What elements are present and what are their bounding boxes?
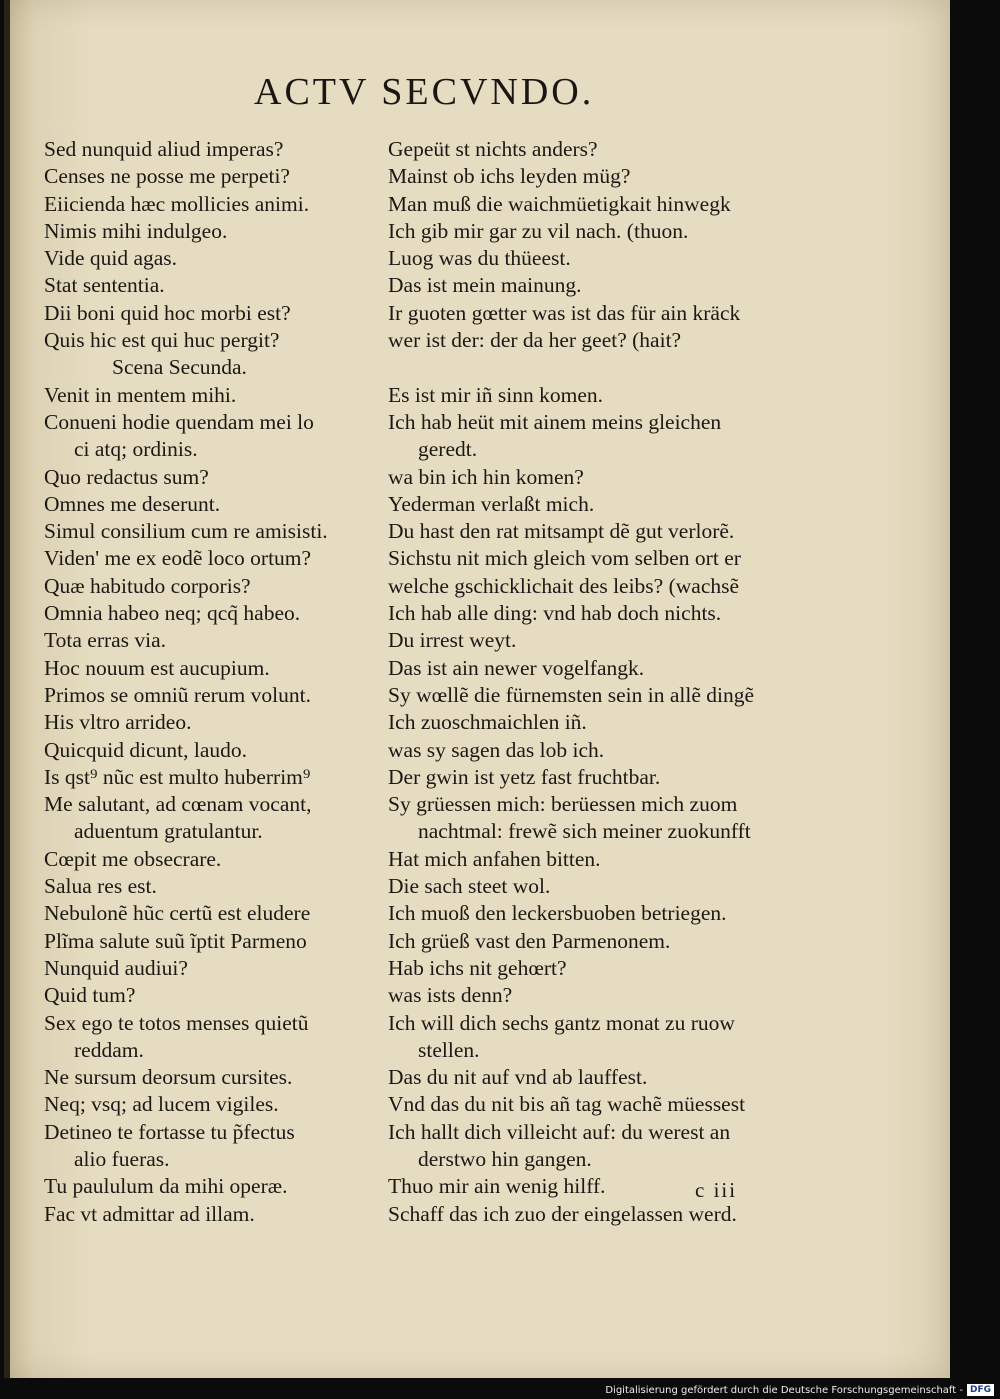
german-line: Ich hab alle ding: vnd hab doch nichts. xyxy=(388,601,722,626)
german-line: nachtmal: frewẽ sich meiner zuokunfft xyxy=(418,819,751,844)
latin-line: Viden' me ex eodẽ loco ortum? xyxy=(44,546,312,571)
latin-line: Dii boni quid hoc morbi est? xyxy=(44,300,291,325)
latin-line: Plĩma salute suũ ĩptit Parmeno xyxy=(44,928,307,953)
german-line: Ich zuoschmaichlen iñ. xyxy=(388,710,587,735)
latin-line: Neq; vsq; ad lucem vigiles. xyxy=(44,1092,279,1117)
latin-line: Nimis mihi indulgeo. xyxy=(44,218,228,243)
latin-line: Omnia habeo neq; qcq̃ habeo. xyxy=(44,601,301,626)
latin-line: Me salutant, ad cœnam vocant, xyxy=(44,792,312,817)
latin-line: Sex ego te totos menses quietũ xyxy=(44,1010,309,1035)
german-line: Es ist mir iñ sinn komen. xyxy=(388,382,603,407)
german-line: welche gschicklichait des leibs? (wachsẽ xyxy=(388,573,740,598)
book-spine xyxy=(4,0,10,1378)
german-line: Ich hallt dich villeicht auf: du werest an xyxy=(388,1119,731,1144)
german-line: wa bin ich hin komen? xyxy=(388,464,584,489)
german-line: Schaff das ich zuo der eingelassen werd. xyxy=(388,1201,737,1226)
latin-line: Tu paululum da mihi operæ. xyxy=(44,1174,288,1199)
latin-line: Eiicienda hæc mollicies animi. xyxy=(44,191,310,216)
german-line: Du hast den rat mitsampt dẽ gut verlorẽ. xyxy=(388,519,735,544)
german-line: Das du nit auf vnd ab lauffest. xyxy=(388,1065,648,1090)
german-line: Mainst ob ichs leyden müg? xyxy=(388,164,631,189)
german-line: Yederman verlaßt mich. xyxy=(388,491,595,516)
german-line: Sy wœllẽ die fürnemsten sein in allẽ dingẽ xyxy=(388,682,755,707)
german-line: Ich gib mir gar zu vil nach. (thuon. xyxy=(388,218,689,243)
latin-line: Nebulonẽ hũc certũ est eludere xyxy=(44,901,311,926)
latin-line: Simul consilium cum re amisisti. xyxy=(44,519,328,544)
latin-line: alio fueras. xyxy=(74,1146,170,1171)
german-line: Sichstu nit mich gleich vom selben ort er xyxy=(388,546,741,571)
latin-line: reddam. xyxy=(74,1037,144,1062)
german-line: Die sach steet wol. xyxy=(388,874,551,899)
digitization-footer xyxy=(605,1384,994,1396)
german-line: Luog was du thüeest. xyxy=(388,246,571,271)
latin-line: Quis hic est qui huc pergit? xyxy=(44,328,280,353)
latin-line: Tota erras via. xyxy=(44,628,167,653)
german-line: Das ist mein mainung. xyxy=(388,273,582,298)
german-line: Ich grüeß vast den Parmenonem. xyxy=(388,928,671,953)
latin-line: Sed nunquid aliud imperas? xyxy=(44,137,284,161)
german-line: Hat mich anfahen bitten. xyxy=(388,846,601,871)
latin-line: Detineo te fortasse tu p̃fectus xyxy=(44,1119,295,1144)
german-line: Vnd das du nit bis añ tag wachẽ müessest xyxy=(388,1092,746,1117)
german-line: Ir guoten gœtter was ist das für ain kräck xyxy=(388,300,741,325)
german-line: Ich muoß den leckersbuoben betriegen. xyxy=(388,901,727,926)
latin-line: Primos se omniũ rerum volunt. xyxy=(44,682,311,707)
latin-line: Quo redactus sum? xyxy=(44,464,209,489)
latin-line: Venit in mentem mihi. xyxy=(44,382,237,407)
latin-line: Stat sententia. xyxy=(44,273,165,298)
german-line: Das ist ain newer vogelfangk. xyxy=(388,655,645,680)
latin-line: Cœpit me obsecrare. xyxy=(44,846,222,871)
latin-line: Nunquid audiui? xyxy=(44,955,188,980)
german-line: Gepeüt st nichts anders? xyxy=(388,137,598,161)
german-line: wer ist der: der da her geet? (hait? xyxy=(388,328,682,353)
german-line: Thuo mir ain wenig hilff. xyxy=(388,1174,606,1199)
latin-line: His vltro arrideo. xyxy=(44,710,192,735)
german-line: was ists denn? xyxy=(388,983,513,1008)
german-line: Hab ichs nit gehœrt? xyxy=(388,955,567,980)
latin-line: Censes ne posse me perpeti? xyxy=(44,164,290,189)
latin-line: Conueni hodie quendam mei lo xyxy=(44,409,314,434)
page-title: ACTV SECVNDO. xyxy=(254,71,595,113)
german-column xyxy=(388,136,828,1228)
book-page xyxy=(4,0,950,1378)
latin-line: Hoc nouum est aucupium. xyxy=(44,655,270,680)
latin-line: Fac vt admittar ad illam. xyxy=(44,1201,255,1226)
german-line: derstwo hin gangen. xyxy=(418,1146,592,1171)
dfg-logo: DFG xyxy=(967,1384,994,1396)
latin-line: Salua res est. xyxy=(44,874,157,899)
latin-line: Vide quid agas. xyxy=(44,246,178,271)
signature-mark: c iii xyxy=(695,1178,738,1202)
german-line: stellen. xyxy=(418,1037,480,1062)
latin-line: aduentum gratulantur. xyxy=(74,819,263,844)
german-line: Du irrest weyt. xyxy=(388,628,517,653)
latin-line: Ne sursum deorsum cursites. xyxy=(44,1065,293,1090)
scene-heading: Scena Secunda. xyxy=(112,355,247,380)
german-line: was sy sagen das lob ich. xyxy=(388,737,605,762)
german-line: geredt. xyxy=(418,437,478,462)
german-line: Man muß die waichmüetigkait hinwegk xyxy=(388,191,731,216)
latin-line: Omnes me deserunt. xyxy=(44,491,221,516)
german-line: Sy grüessen mich: berüessen mich zuom xyxy=(388,792,738,817)
latin-line: Quid tum? xyxy=(44,983,136,1008)
latin-line: Is qst⁹ nũc est multo huberrim⁹ xyxy=(44,764,311,789)
footer-text: Digitalisierung gefördert durch die Deutsche Forschungsgemeinschaft - xyxy=(605,1384,963,1396)
latin-line: Quæ habitudo corporis? xyxy=(44,573,251,598)
german-line: Ich will dich sechs gantz monat zu ruow xyxy=(388,1010,735,1035)
german-line: Der gwin ist yetz fast fruchtbar. xyxy=(388,764,661,789)
german-line: Ich hab heüt mit ainem meins gleichen xyxy=(388,409,722,434)
latin-column xyxy=(44,136,389,1228)
latin-line: ci atq; ordinis. xyxy=(74,437,198,462)
latin-line: Quicquid dicunt, laudo. xyxy=(44,737,248,762)
blank-line xyxy=(388,354,828,381)
